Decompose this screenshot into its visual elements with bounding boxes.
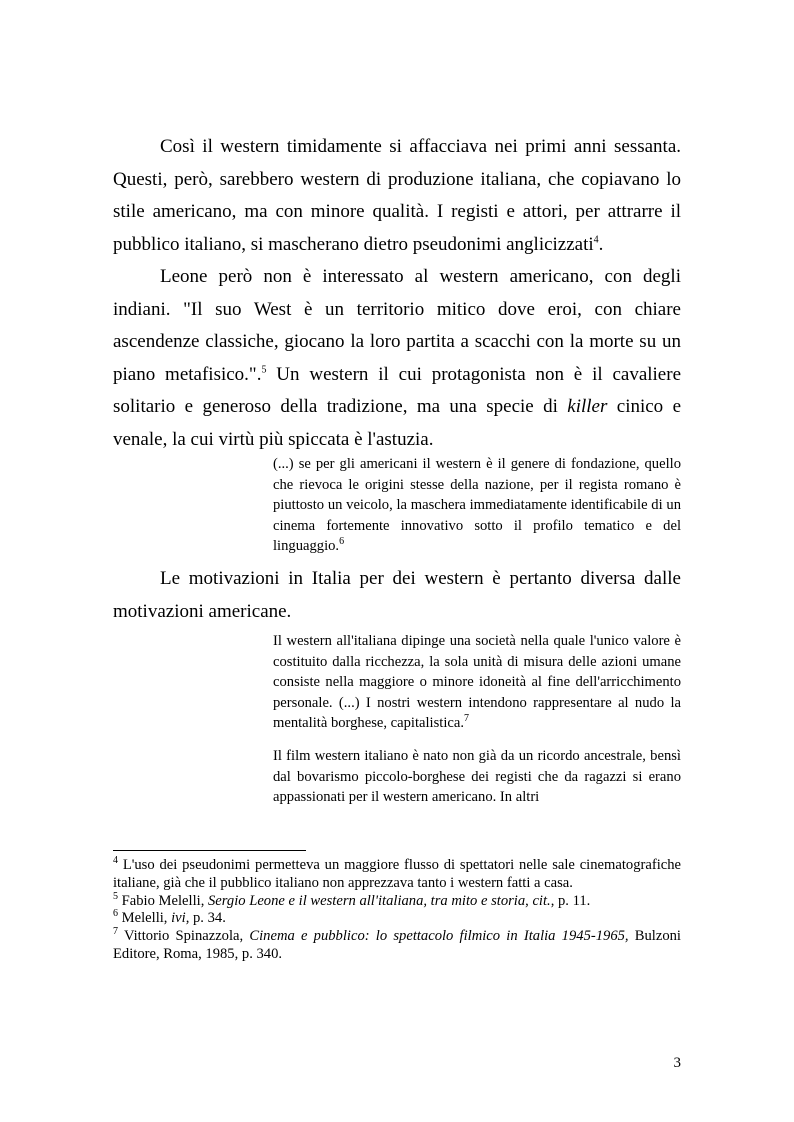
footnote-4 <box>113 857 681 893</box>
paragraph-2 <box>113 261 681 456</box>
footnote-text: , <box>525 892 533 909</box>
footnote-5 <box>113 890 681 911</box>
block-quote-3-text: Il film western italiano è nato non già da un ricordo ancestrale, bensì dal bovarismo piccolo-borghese dei registi che da ragazzi si erano appassionati per il western americano. In altri <box>273 748 681 805</box>
footnote-number: 7 <box>113 926 118 938</box>
paragraph-2-italic-word: killer <box>567 396 608 417</box>
footnote-text: Fabio Melelli, <box>118 892 208 909</box>
footnote-text: Vittorio Spinazzola, <box>118 928 250 945</box>
footnote-cit: cit. <box>532 892 551 909</box>
footnote-ref-7[interactable]: 7 <box>464 713 470 725</box>
footnote-ref-4[interactable]: 4 <box>593 234 599 246</box>
footnote-text: , p. 11. <box>550 892 591 909</box>
page-number: 3 <box>673 1055 681 1071</box>
footnote-separator <box>113 850 306 851</box>
block-quote-3 <box>273 746 681 808</box>
footnote-ref-5[interactable]: 5 <box>261 364 267 376</box>
footnote-text: L'uso dei pseudonimi permetteva un maggiore flusso di spettatori nelle sale cinematografiche italiane, già che il pubblico italiano non apprezzava tanto i western fatti a casa. <box>113 857 681 891</box>
paragraph-3-text: Le motivazioni in Italia per dei western è pertanto diversa dalle motivazioni americane. <box>113 568 681 622</box>
footnote-title: Cinema e pubblico: lo spettacolo filmico in Italia 1945-1965, <box>249 928 629 945</box>
footnote-ref-6[interactable]: 6 <box>339 536 345 548</box>
block-quote-2-text: Il western all'italiana dipinge una società nella quale l'unico valore è costituito dalla ricchezza, la sola unità di misura delle azioni umane consiste nella maggiore o minore idoneità al fine dell'arricchimento personale. (...) I nostri western intendono rappresentare al nudo la mentalità borghese, capitalistica. <box>273 633 681 731</box>
footnotes-section <box>113 857 681 964</box>
block-quote-1-text: (...) se per gli americani il western è il genere di fondazione, quello che rievoca le origini stesse della nazione, per il regista romano è piuttosto un veicolo, la maschera immediatamente identificabile di un cinema fortemente innovativo sotto il profilo tematico e del linguaggio. <box>273 456 681 554</box>
paragraph-2-part2: Un western il cui protagonista non è il cavaliere solitario e generoso della tradizione, ma una specie di <box>113 363 682 417</box>
footnote-ivi: ivi, <box>171 910 190 927</box>
paragraph-1 <box>113 131 681 261</box>
footnote-6 <box>113 910 681 928</box>
footnote-text: Melelli, <box>118 910 172 927</box>
paragraph-1-text: Così il western timidamente si affacciava nei primi anni sessanta. Questi, però, sarebbero western di produzione italiana, che copiavano lo stile americano, ma con minore qualità. I registi e attori, per attrarre il pubblico italiano, si mascherano dietro pseudonimi anglicizzati <box>113 136 681 255</box>
paragraph-3 <box>113 563 681 628</box>
paragraph-1-end: . <box>598 233 604 255</box>
footnote-number: 6 <box>113 908 118 920</box>
block-quote-2 <box>273 631 681 734</box>
footnote-text: Bulzoni Editore, Roma, 1985, p. 340. <box>113 928 681 962</box>
footnote-text: p. 34. <box>189 910 226 927</box>
footnote-number: 4 <box>113 855 118 867</box>
footnote-7 <box>113 928 681 964</box>
footnote-title: Sergio Leone e il western all'italiana, tra mito e storia <box>208 892 526 909</box>
footnote-number: 5 <box>113 890 118 902</box>
paragraph-2-part3: cinico e venale, la cui virtù più spiccata è l'astuzia. <box>113 396 681 450</box>
paragraph-2-part1: Leone però non è interessato al western americano, con degli indiani. "Il suo West è un territorio mitico dove eroi, con chiare ascendenze classiche, giocano la loro partita a scacchi con la morte su un piano metafisico.". <box>113 266 681 385</box>
block-quote-1 <box>273 454 681 557</box>
